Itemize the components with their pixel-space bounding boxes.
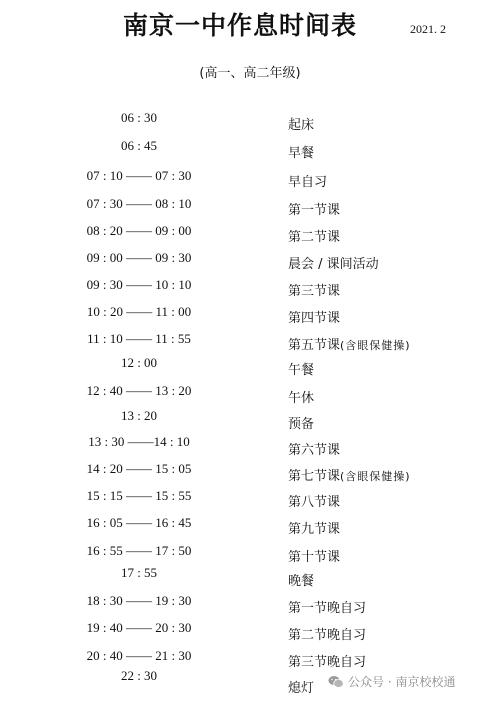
- schedule-activity-label: 熄灯: [288, 681, 315, 696]
- schedule-activity-label: 第一节课: [288, 203, 341, 218]
- schedule-time: 12 : 40 —— 13 : 20: [86, 383, 192, 398]
- schedule-activity-label: 第三节晚自习: [288, 655, 367, 670]
- schedule-activity: [288, 359, 314, 378]
- schedule-activity-note: (含眼保健操): [340, 470, 411, 483]
- schedule-time: 10 : 20 —— 11 : 00: [86, 304, 192, 319]
- schedule-activity: [288, 651, 366, 670]
- schedule-time: 15 : 15 —— 15 : 55: [86, 488, 192, 503]
- grade-subtitle: (高一、高二年级): [199, 66, 301, 81]
- schedule-activity-label: 第十节课: [288, 550, 341, 565]
- schedule-activity-label: 第三节课: [288, 284, 341, 299]
- watermark-text: 公众号 · 南京校校通: [348, 675, 456, 689]
- schedule-activity: [288, 518, 340, 537]
- schedule-row: [0, 279, 500, 299]
- schedule-time: 17 : 55: [120, 565, 158, 580]
- schedule-time: 14 : 20 —— 15 : 05: [86, 461, 192, 476]
- schedule-row: [0, 198, 500, 218]
- schedule-activity: [288, 226, 340, 245]
- schedule-activity-label: 第七节课: [288, 469, 341, 484]
- schedule-row: [0, 110, 500, 133]
- schedule-activity-label: 第二节晚自习: [288, 628, 367, 643]
- schedule-time: 20 : 40 —— 21 : 30: [86, 648, 192, 663]
- schedule-activity-label: 第六节课: [288, 443, 341, 458]
- schedule-row: [0, 436, 500, 456]
- schedule-activity-label: 早餐: [288, 146, 315, 161]
- schedule-activity: [288, 280, 340, 299]
- wechat-icon: [328, 675, 344, 689]
- schedule-activity-note: (含眼保健操): [340, 339, 411, 352]
- schedule-activity-label: 第四节课: [288, 311, 341, 326]
- schedule-activity-label: 第九节课: [288, 522, 341, 537]
- schedule-time: 18 : 30 —— 19 : 30: [86, 593, 192, 608]
- schedule-activity-label: 第一节晚自习: [288, 601, 367, 616]
- document-title-block: [0, 6, 500, 42]
- schedule-activity: [288, 171, 327, 190]
- schedule-activity: [288, 570, 314, 589]
- document-date: 2021. 2: [410, 22, 446, 36]
- schedule-time: 09 : 00 —— 09 : 30: [86, 250, 192, 265]
- schedule-row: [0, 225, 500, 245]
- schedule-activity-label: 早自习: [288, 175, 328, 190]
- schedule-activity-label: 第二节课: [288, 230, 341, 245]
- schedule-activity: [288, 624, 366, 643]
- schedule-activity: [288, 253, 379, 272]
- schedule-activity: [288, 307, 340, 326]
- schedule-activity: [288, 199, 340, 218]
- schedule-time: 16 : 05 —— 16 : 45: [86, 515, 192, 530]
- schedule-time: 13 : 20: [120, 408, 158, 423]
- schedule-time: 08 : 20 —— 09 : 00: [86, 223, 192, 238]
- schedule-activity: [288, 334, 411, 353]
- schedule-activity-label: 第五节课: [288, 338, 341, 353]
- schedule-row: [0, 408, 500, 432]
- schedule-row: [0, 620, 500, 643]
- schedule-row: [0, 252, 500, 272]
- schedule-time: 07 : 30 —— 08 : 10: [86, 196, 192, 211]
- schedule-row: [0, 333, 500, 353]
- schedule-time: 13 : 30 ——14 : 10: [88, 434, 190, 449]
- schedule-activity-label: 午休: [288, 391, 315, 406]
- schedule-time: 07 : 10 —— 07 : 30: [86, 168, 192, 183]
- schedule-activity-label: 第八节课: [288, 495, 341, 510]
- schedule-row: [0, 490, 500, 510]
- schedule-row: [0, 650, 500, 670]
- schedule-row: [0, 383, 500, 406]
- schedule-time: 22 : 30: [120, 668, 158, 683]
- schedule-row: [0, 545, 500, 565]
- schedule-activity-label: 起床: [288, 118, 315, 133]
- schedule-time: 16 : 55 —— 17 : 50: [86, 543, 192, 558]
- watermark: [328, 673, 455, 690]
- schedule-activity: [288, 677, 314, 696]
- schedule-time: 09 : 30 —— 10 : 10: [86, 277, 192, 292]
- schedule-row: [0, 306, 500, 326]
- schedule-activity: [288, 546, 340, 565]
- schedule-activity-label: 晚餐: [288, 574, 315, 589]
- schedule-activity-label: 预备: [288, 417, 315, 432]
- schedule-activity: [288, 387, 314, 406]
- schedule-activity: [288, 597, 366, 616]
- schedule-row: [0, 565, 500, 589]
- schedule-row: [0, 170, 500, 190]
- schedule-row: [0, 357, 500, 377]
- schedule-activity: [288, 465, 411, 484]
- schedule-activity-label: 晨会 / 课间活动: [288, 257, 379, 272]
- schedule-activity: [288, 439, 340, 458]
- schedule-activity: [288, 142, 314, 161]
- schedule-activity: [288, 413, 314, 432]
- schedule-time: 06 : 30: [120, 110, 158, 125]
- schedule-activity-label: 午餐: [288, 363, 315, 378]
- schedule-activity: [288, 114, 314, 133]
- schedule-row: [0, 517, 500, 537]
- schedule-time: 19 : 40 —— 20 : 30: [86, 620, 192, 635]
- schedule-time: 11 : 10 —— 11 : 55: [87, 331, 191, 346]
- page-title: 南京一中作息时间表: [122, 11, 357, 40]
- schedule-row: [0, 463, 500, 483]
- schedule-activity: [288, 491, 340, 510]
- schedule-row: [0, 593, 500, 616]
- schedule-time: 12 : 00: [120, 355, 158, 370]
- schedule-time: 06 : 45: [120, 138, 158, 153]
- schedule-row: [0, 138, 500, 161]
